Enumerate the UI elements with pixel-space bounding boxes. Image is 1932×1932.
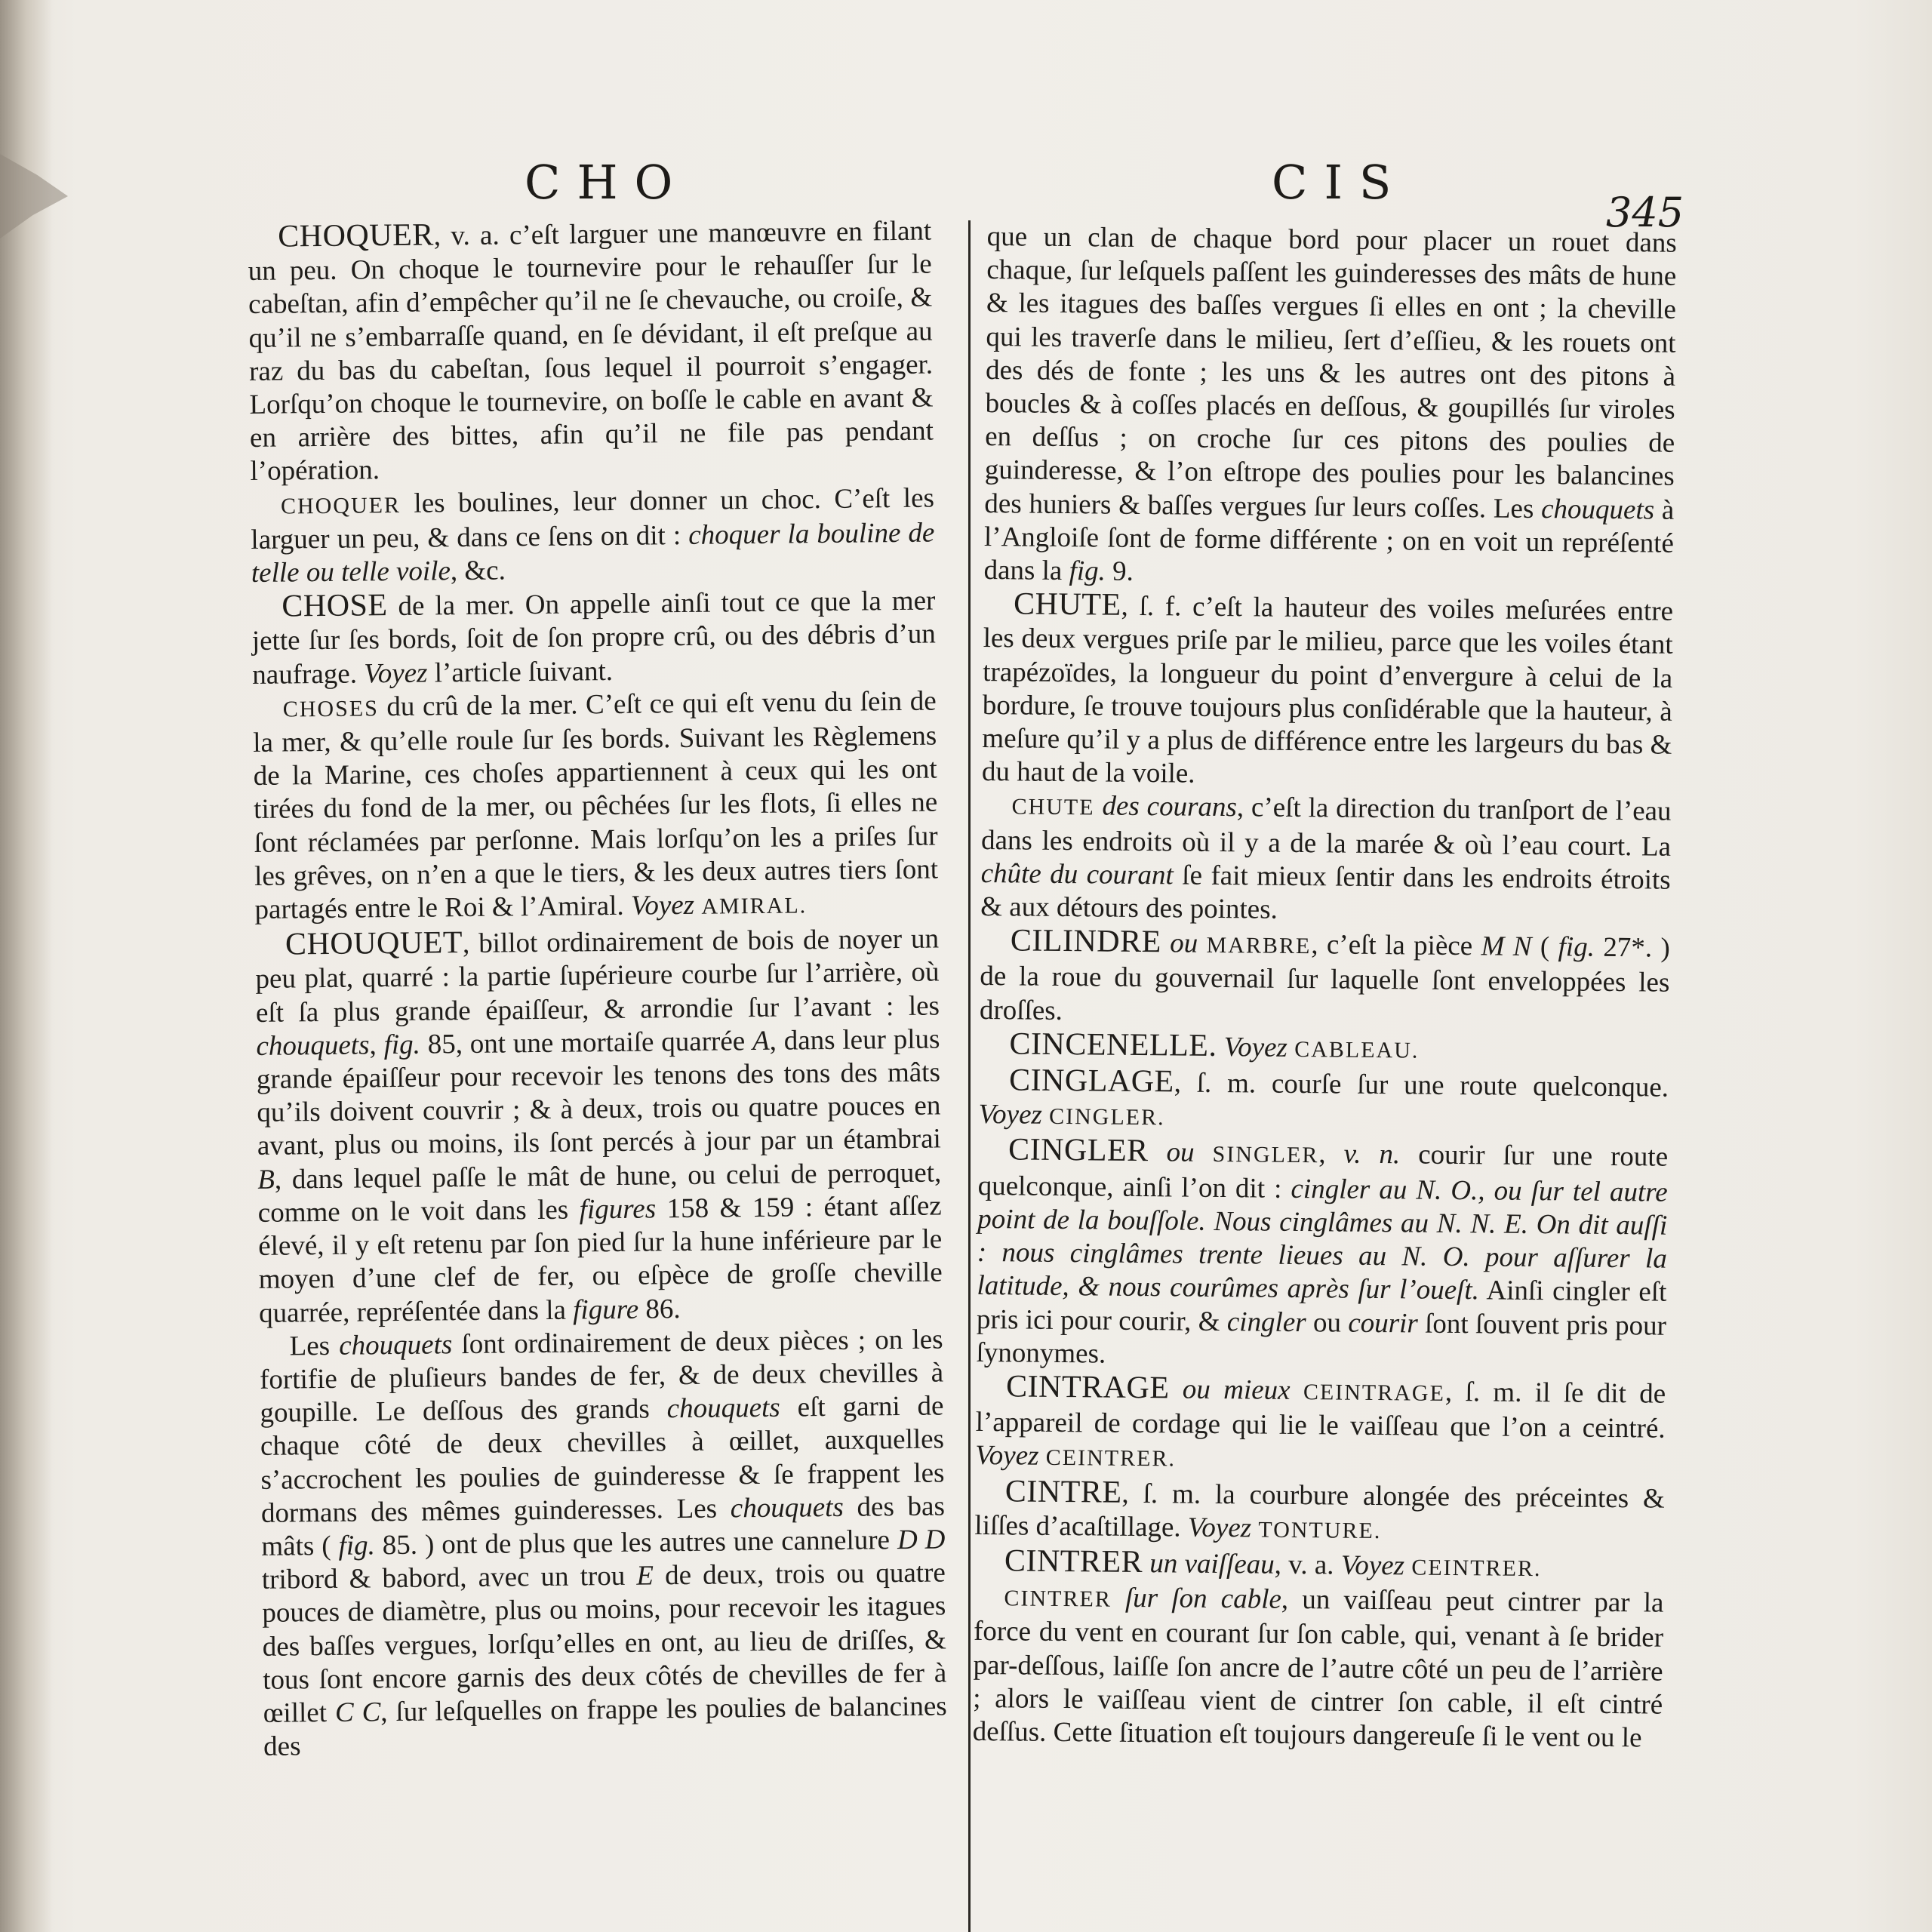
body-text: 9. xyxy=(1105,555,1134,587)
body-text: l’article ſuivant. xyxy=(427,655,614,689)
entry-paragraph xyxy=(980,789,1672,931)
body-text xyxy=(1094,791,1102,822)
body-text: ſont ordinairement de deux pièces ; on les fortifie de pluſieurs bandes de fer, & de deux chevilles à goupille. Le deſſous des grands xyxy=(259,1324,944,1429)
body-text: , c’eſt la pièce xyxy=(1311,929,1481,962)
entry-paragraph xyxy=(251,481,935,590)
italic-text: v. n. xyxy=(1343,1139,1401,1171)
headword: CINTRAGE xyxy=(1005,1369,1170,1406)
headword: CHOQUER xyxy=(277,217,434,254)
italic-text: Voyez xyxy=(1340,1549,1405,1582)
italic-text: ou mieux xyxy=(1182,1374,1291,1406)
body-text: , &c. xyxy=(450,555,506,587)
body-text xyxy=(1038,1441,1046,1472)
entry-paragraph xyxy=(973,1580,1664,1755)
italic-text: Voyez xyxy=(1223,1031,1288,1063)
body-text xyxy=(1161,928,1171,959)
body-text: 85, ont une mortaiſe quarrée xyxy=(420,1025,753,1060)
entry-paragraph xyxy=(253,685,939,928)
italic-text: A xyxy=(752,1025,770,1057)
italic-text: des courans xyxy=(1102,790,1238,823)
body-text xyxy=(1287,1032,1295,1063)
running-head-right: CIS xyxy=(1272,155,1408,210)
body-text xyxy=(1112,1583,1126,1614)
body-text xyxy=(1251,1512,1259,1543)
body-text: de deux, trois ou quatre pouces de diamètre, plus ou moins, pour recevoir les itagues des baſſes vergues, lorſqu’elles en ont, au lieu de driſſes, & tous ſont encore garnis des deux côtés de chevilles de fer à œillet xyxy=(262,1557,947,1729)
right-column xyxy=(973,220,1677,1755)
small-caps-term: CEINTRER. xyxy=(1045,1445,1177,1472)
body-text xyxy=(1290,1375,1303,1406)
italic-text: cingler xyxy=(1226,1306,1306,1338)
italic-text: Voyez xyxy=(364,657,428,690)
italic-text: ou xyxy=(1170,928,1198,959)
italic-text: chouquets xyxy=(730,1491,844,1524)
left-column xyxy=(248,214,947,1764)
italic-text: figures xyxy=(579,1193,657,1226)
entry-paragraph xyxy=(976,1133,1668,1376)
headword: CINGLER xyxy=(1008,1132,1149,1169)
italic-text: B xyxy=(257,1164,275,1195)
body-text: , v. a. c’eſt larguer une manœuvre en filant un peu. On choque le tournevire pour le rehauſſer ſur le cabeſtan, afin d’empêcher qu’il ne ſe chevauche, ou croiſe, & qu’il ne s’embarraſſe quand, en ſe dévidant, il eſt preſque au raz du bas du cabeſtan, ſous lequel il pourroit s’engager. Lorſqu’on choque le tournevire, on boſſe le cable en avant & en arrière des bittes, afin qu’il ne file pas pendant l’opération. xyxy=(248,215,934,488)
column-rule xyxy=(968,220,971,1932)
small-caps-term: CHOSES xyxy=(282,696,379,722)
italic-text: chouquets xyxy=(256,1029,370,1062)
italic-text: E xyxy=(636,1560,654,1592)
body-text xyxy=(1194,1137,1212,1168)
body-text: , xyxy=(369,1029,384,1061)
body-text: ſe fait mieux ſentir dans les endroits étroits & aux détours des pointes. xyxy=(980,860,1671,925)
italic-text: C C xyxy=(334,1697,381,1728)
body-text: , ſ. m. il ſe dit de l’appareil de cordage qui lie le vaiſſeau que l’on a ceintré. xyxy=(975,1376,1666,1444)
body-text: , dans lequel paſſe le mât de hune, ou celui de perroquet, comme on le voit dans les xyxy=(257,1157,942,1229)
entry-paragraph xyxy=(259,1323,947,1764)
headword: CINGLAGE xyxy=(1008,1063,1174,1100)
italic-text: un vaiſſeau xyxy=(1149,1548,1275,1580)
small-caps-term: CEINTRAGE xyxy=(1303,1379,1446,1406)
entry-paragraph xyxy=(982,587,1674,795)
body-text: 158 & 159 : étant aſſez élevé, il y eſt retenu par ſon pied ſur la hune inférieure par le moyen d’une clef de fer, ou eſpèce de groſſe cheville quarrée, repréſentée dans la xyxy=(258,1190,943,1329)
italic-text: chouquets xyxy=(666,1392,780,1425)
small-caps-term: CHOQUER xyxy=(280,492,401,519)
body-text: courir ſur une route quelconque, ainſi l’on dit : xyxy=(977,1139,1669,1204)
body-text: Les xyxy=(289,1330,340,1362)
body-text xyxy=(1042,1100,1050,1131)
entry-paragraph xyxy=(980,924,1670,1033)
small-caps-term: CEINTRER. xyxy=(1411,1555,1542,1582)
italic-text: courir xyxy=(1348,1307,1419,1340)
body-text: , xyxy=(1318,1138,1344,1171)
body-text xyxy=(1148,1137,1166,1168)
body-text: tribord & babord, avec un trou xyxy=(261,1560,637,1596)
headword: CHOUQUET xyxy=(285,925,463,962)
body-text: 27*. ) de la roue du gouvernail ſur laquelle ſont enveloppées les droſſes. xyxy=(979,932,1671,1026)
italic-text: chouquets xyxy=(1540,493,1655,526)
body-text: , c’eſt la direction du tranſport de l’eau dans les endroits où il y a de la marée & où l’eau court. La xyxy=(980,792,1672,863)
body-text: , ſ. m. courſe ſur une route quelconque. xyxy=(1174,1067,1669,1103)
small-caps-term: CABLEAU. xyxy=(1294,1036,1420,1063)
small-caps-term: TONTURE. xyxy=(1258,1517,1382,1543)
headword: CINTRER xyxy=(1004,1543,1143,1580)
entry-paragraph xyxy=(974,1474,1665,1550)
small-caps-term: MARBRE xyxy=(1206,933,1312,959)
small-caps-term: CINTRER xyxy=(1004,1586,1112,1612)
headword: CINTRE xyxy=(1004,1473,1122,1510)
body-text: que un clan de chaque bord pour placer un rouet dans chaque, ſur leſquels paſſent les guinderesses des mâts de hune & les itagues des baſſes vergues ſi elles en ont ; la cheville qui les traverſe dans le milieu, ſert d’eſſieu, & les rouets ont des dés de fonte ; les uns & les autres ont des pitons à boucles & à coſſes placés en deſſous, & goupillés ſur viroles en deſſus ; on croche ſur ces pitons des poulies de guinderesse, & l’on eſtrope des poulies pour les balancines des huniers & baſſes vergues ſur leurs coſſes. Les xyxy=(984,220,1677,525)
body-text: , ſ. f. c’eſt la hauteur des voiles meſurées entre les deux vergues priſe par le milieu, parce que les voiles étant trapézoïdes, la longueur du point d’envergure à celui de la bordure, ſe trouve toujours plus conſidérable que la hauteur, à meſure qu’il y a plus de différence entre les largeurs du bas & du haut de la voile. xyxy=(981,590,1674,789)
headword: CINCENELLE. xyxy=(1009,1026,1217,1063)
small-caps-term: AMIRAL. xyxy=(701,893,808,919)
entry-paragraph xyxy=(255,921,943,1331)
body-text: à l’Angloiſe ſont de forme différente ; on en voit un repréſenté dans la xyxy=(983,494,1675,587)
italic-text: fig. xyxy=(383,1029,421,1061)
entry-paragraph xyxy=(248,214,934,489)
page-edge-shadow xyxy=(0,0,53,1932)
italic-text: Voyez xyxy=(1187,1512,1252,1544)
small-caps-term: CINGLER. xyxy=(1048,1104,1165,1131)
small-caps-term: SINGLER xyxy=(1212,1142,1319,1168)
italic-text: chûte du courant xyxy=(980,857,1174,891)
entry-paragraph xyxy=(975,1370,1666,1481)
headword: CHOSE xyxy=(281,588,388,624)
italic-text: D D xyxy=(897,1524,946,1556)
body-text: ſont ſouvent pris pour ſynonymes. xyxy=(976,1308,1667,1370)
body-text: les boulines, leur donner un choc. C’eſt les larguer un peu, & dans ce ſens on dit : xyxy=(251,482,935,555)
italic-text: cingler au N. O., ou ſur tel autre point de la bouſſole. Nous cinglâmes au N. N. E. On dit auſſi : nous cinglâmes trente lieues au N. O. pour aſſurer la latitude, & nous courûmes après ſur l’oueſt. xyxy=(977,1173,1668,1306)
small-caps-term: CHUTE xyxy=(1011,794,1095,820)
italic-text: fig. xyxy=(338,1530,376,1561)
body-text: 85. ) ont de plus que les autres une cannelure xyxy=(374,1524,898,1561)
italic-text: fig. xyxy=(1069,555,1106,587)
body-text: , un vaiſſeau peut cintrer par la force du vent en courant ſur ſon cable, qui, venant à ſe brider par-deſſous, laiſſe ſon ancre de l’autre côté un peu de l’arrière ; alors le vaiſſeau vient de cintrer ſon cable, il eſt cintré deſſus. Cette ſituation eſt toujours dangereuſe ſi le vent ou le xyxy=(972,1583,1664,1754)
italic-text: choquer la bouline de telle ou telle voile xyxy=(251,517,935,589)
italic-text: ſur ſon cable xyxy=(1124,1582,1282,1615)
body-text: , billot ordinairement de bois de noyer un peu plat, quarré : la partie ſupérieure courbe ſur l’arrière, où eſt ſa plus grande épaiſſeur, & arrondie ſur l’avant : les xyxy=(255,923,940,1029)
body-text: eſt garni de chaque côté de deux chevilles à œillet, auxquelles s’accrochent les poulies de guinderesse & ſe frappent les dormans des mêmes guinderesses. Les xyxy=(260,1390,945,1529)
entry-paragraph xyxy=(983,220,1677,594)
body-text: ( xyxy=(1531,931,1558,963)
body-text: ou xyxy=(1306,1306,1349,1339)
body-text xyxy=(1198,928,1207,959)
italic-text: ou xyxy=(1166,1137,1195,1169)
body-text xyxy=(1169,1374,1183,1404)
body-text: Ainſi cingler eſt pris ici pour courir, & xyxy=(976,1275,1667,1337)
page-number: 345 xyxy=(1606,189,1684,236)
headword: CILINDRE xyxy=(1010,923,1162,960)
body-text: des bas mâts ( xyxy=(261,1491,946,1562)
entry-paragraph xyxy=(974,1544,1664,1587)
body-text xyxy=(694,890,702,921)
italic-text: chouquets xyxy=(339,1328,453,1361)
italic-text: figure xyxy=(572,1294,639,1326)
body-text: 86. xyxy=(638,1293,681,1325)
body-text: , v. a. xyxy=(1274,1549,1342,1581)
italic-text: M N xyxy=(1481,931,1532,963)
body-text: de la mer. On appelle ainſi tout ce que la mer jette ſur ſes bords, ſoit de ſon propre crû, ou des débris d’un naufrage. xyxy=(251,585,937,691)
body-text: , ſur leſquelles on frappe les poulies de balancines des xyxy=(263,1690,947,1763)
body-text: , ſ. m. la courbure alongée des préceintes & liſſes d’acaſtillage. xyxy=(974,1478,1665,1543)
entry-paragraph xyxy=(978,1063,1669,1140)
body-text: , dans leur plus grande épaiſſeur pour recevoir les tenons des tons des mâts qu’ils doivent couvrir ; & à deux, trois ou quatre pouces en avant, plus ou moins, ils ſont percés à jour par un étambrai xyxy=(256,1023,942,1162)
italic-text: Voyez xyxy=(978,1099,1043,1131)
entry-paragraph xyxy=(251,583,936,692)
italic-text: fig. xyxy=(1558,931,1595,964)
running-head-left: CHO xyxy=(525,155,690,210)
headword: CHUTE xyxy=(1013,586,1121,623)
body-text: du crû de la mer. C’eſt ce qui eſt venu du ſein de la mer, & qu’elle roule ſur ſes bords. Suivant les Règlemens de la Marine, ces choſes appartiennent à ceux qui les ont tirées du fond de la mer, ou pêchées ſur les flots, ſi elles ne ſont réclamées par perſonne. Mais lorſqu’on les a priſes ſur les grêves, on n’en a que le tiers, & les deux autres tiers ſont partagés entre le Roi & l’Amiral. xyxy=(253,685,939,926)
italic-text: Voyez xyxy=(630,889,695,921)
italic-text: Voyez xyxy=(975,1440,1039,1472)
